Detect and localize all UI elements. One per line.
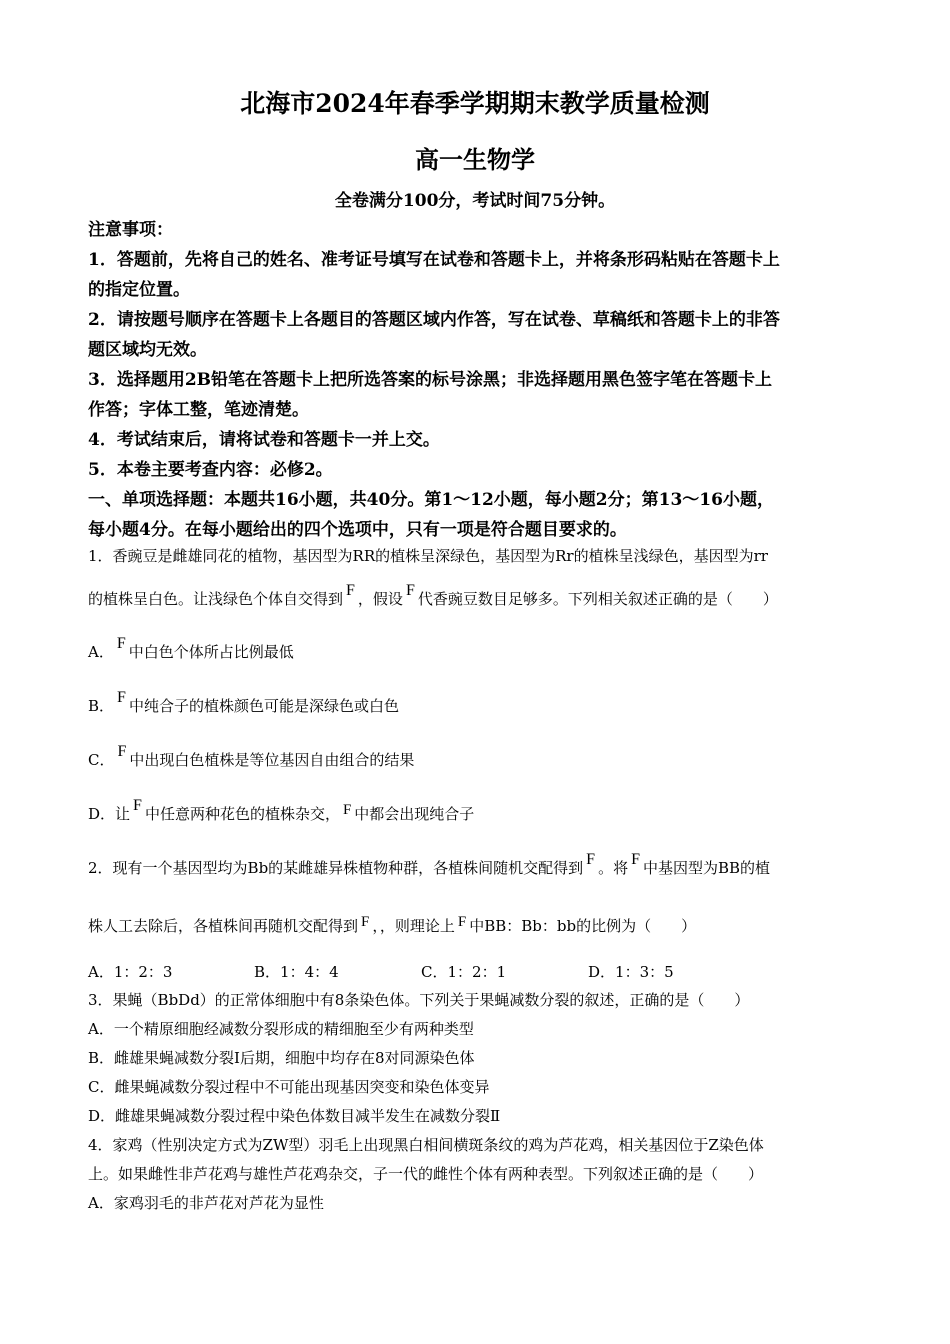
notice-item-1b: 的指定位置。	[88, 280, 190, 300]
q2-stem-b2: ，，则理论上	[372, 917, 455, 935]
q3-option-d: D．雌雄果蝇减数分裂过程中染色体数目减半发生在减数分裂Ⅱ	[88, 1107, 501, 1125]
q3-option-b: B．雌雄果蝇减数分裂Ⅰ后期，细胞中均存在8对同源染色体	[88, 1049, 475, 1067]
notice-item-1a: 1．答题前，先将自己的姓名、准考证号填写在试卷和答题卡上，并将条形码粘贴在答题卡上	[88, 250, 780, 270]
option-text: 中出现白色植株是等位基因自由组合的结果	[129, 751, 415, 769]
q2-stem-a	[88, 851, 868, 878]
notice-item-5: 5．本卷主要考查内容：必修2。	[88, 460, 333, 480]
f1-symbol: F	[405, 582, 415, 599]
notice-item-2a: 2．请按题号顺序在答题卡上各题目的答题区域内作答，写在试卷、草稿纸和答题卡上的非答	[88, 310, 780, 330]
q4-stem-a: 4．家鸡（性别决定方式为ZW型）羽毛上出现黑白相间横斑条纹的鸡为芦花鸡，相关基因位于Z染色体	[88, 1136, 764, 1154]
option-text: 中都会出现纯合子	[354, 805, 475, 823]
f2-symbol: F	[361, 914, 370, 930]
section1-heading-a: 一、单项选择题：本题共16小题，共40分。第1～12小题，每小题2分；第13～16小题，	[88, 490, 774, 510]
q3-option-c: C．雌果蝇减数分裂过程中不可能出现基因突变和染色体变异	[88, 1078, 490, 1096]
q3-stem: 3．果蝇（BbDd）的正常体细胞中有8条染色体。下列关于果蝇减数分裂的叙述，正确的是（ ）	[88, 991, 750, 1009]
q1-option-a	[88, 635, 868, 662]
q1-stem-a: 1．香豌豆是雌雄同花的植物，基因型为RR的植株呈深绿色，基因型为Rr的植株呈浅绿色，基因型为rr	[88, 547, 768, 565]
q1-stem-b1: 的植株呈白色。让浅绿色个体自交得到	[88, 590, 344, 608]
section1-heading-b: 每小题4分。在每小题给出的四个选项中，只有一项是符合题目要求的。	[88, 520, 627, 540]
exam-info: 全卷满分100分，考试时间75分钟。	[334, 191, 616, 211]
q1-stem-b2: ，假设	[357, 590, 403, 608]
q2-stem-a1: 2．现有一个基因型均为Bb的某雌雄异株植物种群，各植株间随机交配得到	[88, 859, 584, 877]
q1-stem-b	[88, 582, 868, 609]
f1-symbol: F	[631, 851, 640, 868]
q3-option-a: A．一个精原细胞经减数分裂形成的精细胞至少有两种类型	[88, 1020, 474, 1038]
q2-option-a: A．1：2：3	[88, 963, 173, 981]
q2-stem-a3: 中基因型为BB的植	[643, 859, 771, 877]
notice-item-3a: 3．选择题用2B铅笔在答题卡上把所选答案的标号涂黑；非选择题用黑色签字笔在答题卡上	[88, 370, 773, 390]
option-label: D．让	[88, 805, 131, 823]
f1-symbol: F	[117, 689, 126, 706]
q1-option-d	[88, 797, 868, 824]
q2-stem-b	[88, 915, 868, 936]
q2-option-d: D．1：3：5	[588, 963, 674, 981]
notice-item-2b: 题区域均无效。	[88, 340, 207, 360]
f2-symbol: F	[342, 802, 352, 818]
subject-title: 高一生物学	[415, 145, 535, 174]
q2-option-b: B．1：4：4	[254, 963, 339, 981]
notice-heading: 注意事项：	[88, 220, 173, 240]
exam-title: 北海市2024年春季学期期末教学质量检测	[240, 89, 710, 118]
option-label: A．	[88, 643, 114, 661]
q2-stem-b3: 中BB：Bb：bb的比例为（ ）	[469, 917, 697, 935]
q2-stem-b1: 株人工去除后，各植株间再随机交配得到	[88, 917, 359, 935]
option-label: C．	[88, 751, 115, 769]
f2-symbol: F	[457, 914, 467, 930]
q1-option-b	[88, 689, 868, 716]
f1-symbol: F	[116, 635, 126, 652]
f1-symbol: F	[117, 743, 127, 760]
notice-item-3b: 作答；字体工整，笔迹清楚。	[88, 400, 309, 420]
q2-stem-a2: 。将	[598, 859, 629, 877]
notice-item-4: 4．考试结束后，请将试卷和答题卡一并上交。	[88, 430, 440, 450]
q1-option-c	[88, 743, 868, 770]
q4-stem-b: 上。如果雌性非芦花鸡与雄性芦花鸡杂交，子一代的雌性个体有两种表型。下列叙述正确的是（ ）	[88, 1165, 764, 1183]
q4-option-a: A．家鸡羽毛的非芦花对芦花为显性	[88, 1194, 324, 1212]
q1-stem-b3: 代香豌豆数目足够多。下列相关叙述正确的是（ ）	[417, 590, 778, 608]
option-text: 中纯合子的植株颜色可能是深绿色或白色	[128, 697, 399, 715]
option-label: B．	[88, 697, 115, 715]
f1-symbol: F	[346, 582, 355, 599]
option-text: 中白色个体所占比例最低	[128, 643, 294, 661]
option-text: 中任意两种花色的植株杂交，	[144, 805, 340, 823]
f1-symbol: F	[586, 851, 596, 868]
q2-option-c: C．1：2：1	[421, 963, 507, 981]
f1-symbol: F	[133, 797, 142, 814]
